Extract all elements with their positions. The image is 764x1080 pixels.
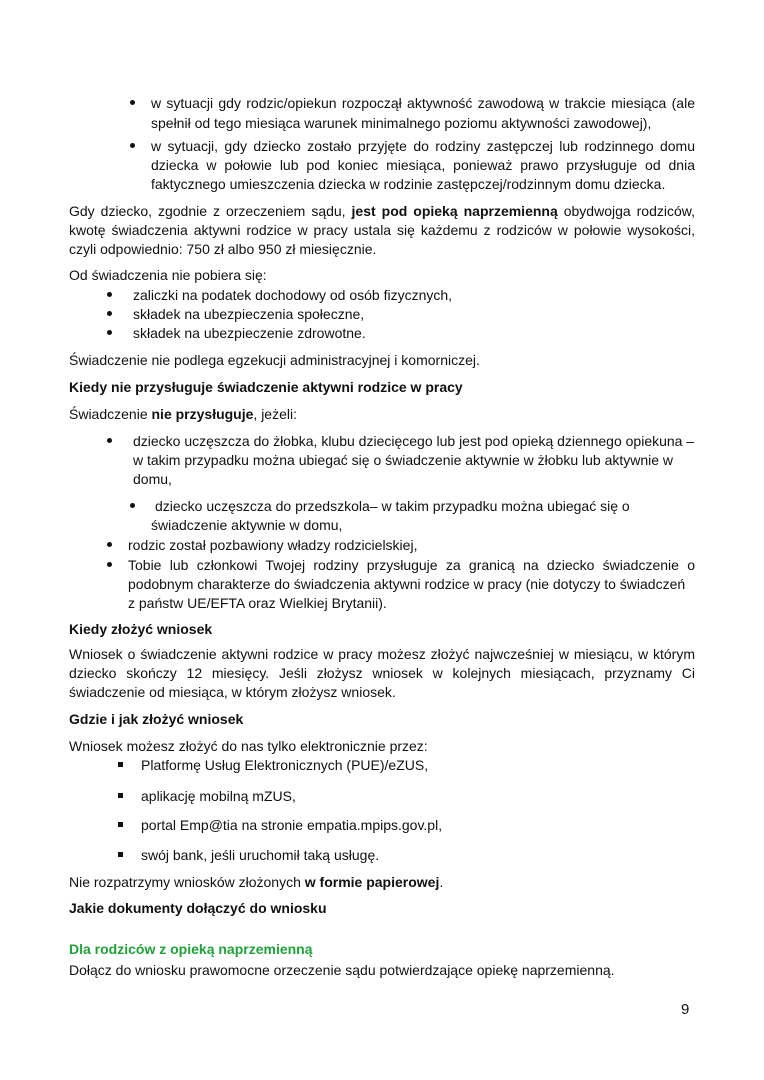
bullet <box>107 438 112 443</box>
bullet-line: podobnym charakterze do świadczenia aktywni rodzice w pracy (nie dotyczy to świadczeń <box>128 576 686 592</box>
bullet <box>107 292 112 297</box>
section-heading: Jakie dokumenty dołączyć do wniosku <box>69 900 327 916</box>
bullet-line: dziecko uczęszcza do żłobka, klubu dziecięcego lub jest pod opieką dziennego opiekuna – <box>133 433 695 449</box>
text-run: Gdy dziecko, zgodnie z orzeczeniem sądu, <box>69 203 352 219</box>
section-heading: Kiedy złożyć wniosek <box>69 621 213 637</box>
bullet <box>107 311 112 316</box>
text-run: Świadczenie <box>69 406 152 422</box>
list-item: zaliczki na podatek dochodowy od osób fizycznych, <box>133 287 453 303</box>
paragraph-line: czyli odpowiednio: 750 zł albo 950 zł miesięcznie. <box>69 241 377 257</box>
bullet <box>107 542 112 547</box>
bullet-line: z państw UE/EFTA oraz Wielkiej Brytanii). <box>128 595 387 611</box>
bullet-line: w takim przypadku można ubiegać się o świadczenie aktywnie w żłobku lub aktywnie w <box>133 452 674 468</box>
list-item: składek na ubezpieczenia społeczne, <box>133 306 365 322</box>
list-item: składek na ubezpieczenie zdrowotne. <box>133 325 366 341</box>
text-run: Nie rozpatrzymy wniosków złożonych <box>69 874 305 890</box>
paragraph-line: Od świadczenia nie pobiera się: <box>69 267 267 283</box>
bullet-line: rodzic został pozbawiony władzy rodzicielskiej, <box>128 537 418 553</box>
page-number: 9 <box>681 1001 690 1018</box>
list-item: aplikację mobilną mZUS, <box>141 788 296 804</box>
bullet-line: dziecka w połowie lub pod koniec miesiąca, ponieważ prawo przysługuje od dnia <box>151 157 695 173</box>
paragraph-line: Wniosek o świadczenie aktywni rodzice w pracy możesz złożyć najwcześniej w miesiącu, w którym <box>69 646 695 662</box>
list-item: portal Emp@tia na stronie empatia.mpips.gov.pl, <box>141 817 443 833</box>
bullet-line: w sytuacji, gdy dziecko zostało przyjęte do rodziny zastępczej lub rodzinnego domu <box>151 138 695 154</box>
paragraph-line: dziecko skończy 12 miesięcy. Jeśli złożysz wniosek w kolejnych miesiącach, przyznamy Ci <box>69 665 695 681</box>
bold-text: nie przysługuje <box>151 406 254 422</box>
bullet <box>130 143 135 148</box>
bullet-line: w sytuacji gdy rodzic/opiekun rozpoczął aktywność zawodową w trakcie miesiąca (ale <box>151 95 695 111</box>
section-heading: Kiedy nie przysługuje świadczenie aktywni rodzice w pracy <box>69 379 463 395</box>
bold-text: w formie papierowej <box>304 874 440 890</box>
list-item: swój bank, jeśli uruchomił taką usługę. <box>141 847 380 863</box>
text-run: . <box>439 874 444 890</box>
bullet-line: spełnił od tego miesiąca warunek minimalnego poziomu aktywności zawodowej), <box>151 115 652 131</box>
paragraph-line: Świadczenie nie podlega egzekucji administracyjnej i komorniczej. <box>69 352 480 368</box>
text-run: obydwojga rodziców, <box>557 203 695 219</box>
section-heading: Gdzie i jak złożyć wniosek <box>69 711 244 727</box>
bullet <box>130 100 135 105</box>
bullet <box>107 330 112 335</box>
bullet-line: domu, <box>133 471 172 487</box>
bold-text: jest pod opieką naprzemienną <box>351 203 558 219</box>
paragraph-line: Dołącz do wniosku prawomocne orzeczenie sądu potwierdzające opiekę naprzemienną. <box>69 962 615 978</box>
paragraph-line <box>69 405 297 423</box>
paragraph-line: kwotę świadczenia aktywni rodzice w pracy ustala się każdemu z rodziców w połowie wysokości, <box>69 222 695 238</box>
green-subheading: Dla rodziców z opieką naprzemienną <box>69 941 313 957</box>
square-bullet <box>118 822 123 827</box>
square-bullet <box>118 762 123 767</box>
bullet-line: świadczenie aktywnie w domu, <box>151 517 343 533</box>
bullet-line: faktycznego umieszczenia dziecka w rodzinie zastępczej/rodzinnym domu dziecka. <box>151 176 666 192</box>
text-run: , jeżeli: <box>253 406 297 422</box>
bullet-line: Tobie lub członkowi Twojej rodziny przysługuje za granicą na dziecko świadczenie o <box>128 557 695 573</box>
list-item: Platformę Usług Elektronicznych (PUE)/eZUS, <box>141 757 429 773</box>
bullet-line: dziecko uczęszcza do przedszkola– w takim przypadku można ubiegać się o <box>155 498 630 514</box>
paragraph-line: Wniosek możesz złożyć do nas tylko elektronicznie przez: <box>69 738 428 754</box>
bullet <box>107 562 112 567</box>
bullet <box>130 503 135 508</box>
paragraph-line: świadczenie od miesiąca, w którym złożysz wniosek. <box>69 684 396 700</box>
paragraph-line <box>69 873 443 891</box>
square-bullet <box>118 793 123 798</box>
square-bullet <box>118 852 123 857</box>
paragraph-line <box>69 202 695 220</box>
